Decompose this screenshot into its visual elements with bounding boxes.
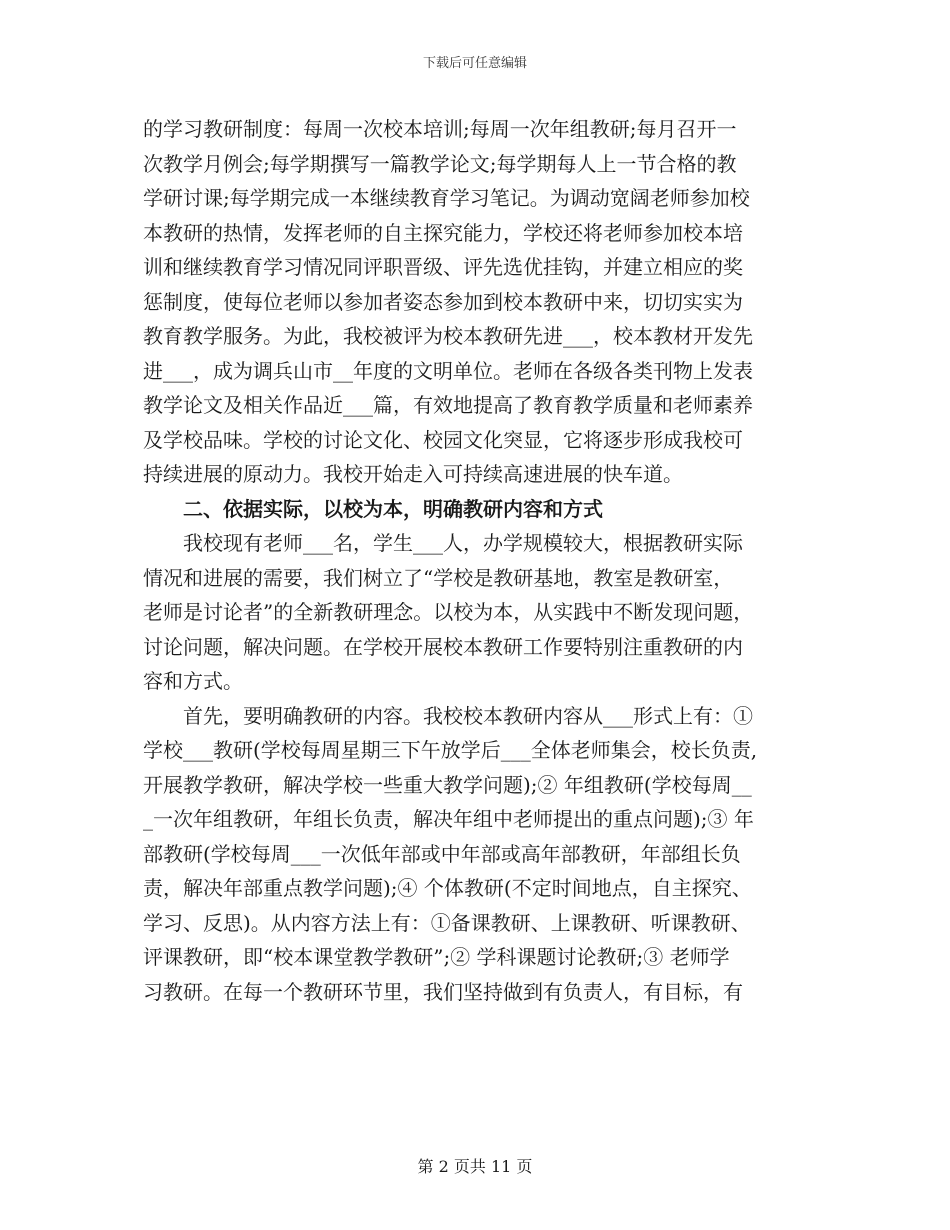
paragraph	[143, 526, 803, 699]
text-line: 评课教研，即“校本课堂教学教研”;② 学科课题讨论教研;③ 老师学	[143, 945, 730, 969]
text-line: 次教学月例会;每学期撰写一篇教学论文;每学期每人上一节合格的教	[143, 151, 737, 176]
text-line: 的学习教研制度：每周一次校本培训;每周一次年组教研;每月召开一	[143, 117, 737, 141]
text-line: 责，解决年部重点教学问题);④ 个体教研(不定时间地点，自主探究、	[143, 876, 752, 900]
text-line: 惩制度，使每位老师以参加者姿态参加到校本教研中来，切切实实为	[143, 289, 743, 314]
text-line: 进___，成为调兵山市__年度的文明单位。老师在各级各类刊物上发表	[143, 358, 753, 383]
text-line: 本教研的热情，发挥老师的自主探究能力，学校还将老师参加校本培	[143, 220, 743, 245]
text-line: 教学论文及相关作品近___篇，有效地提高了教育教学质量和老师素养	[143, 393, 753, 417]
paragraph	[143, 112, 803, 492]
page-number-footer: 第 2 页共 11 页	[417, 1157, 533, 1176]
text-line: 开展教学教研，解决学校一些重大教学问题);② 年组教研(学校每周__	[143, 772, 752, 797]
text-line: 训和继续教育学习情况同评职晋级、评先选优挂钩，并建立相应的奖	[143, 255, 743, 279]
text-line: 学校___教研(学校每周星期三下午放学后___全体老师集会，校长负责,	[143, 738, 758, 762]
section-heading-block	[143, 492, 803, 527]
text-line: 老师是讨论者”的全新教研理念。以校为本，从实践中不断发现问题，	[143, 600, 754, 624]
document-body	[143, 112, 803, 1009]
text-line: 讨论问题，解决问题。在学校开展校本教研工作要特别注重教研的内	[143, 634, 743, 659]
text-line: _一次年组教研，年组长负责，解决年组中老师提出的重点问题);③ 年	[143, 807, 754, 831]
text-line: 教育教学服务。为此，我校被评为校本教研先进___，校本教材开发先	[143, 324, 753, 348]
text-line: 情况和进展的需要，我们树立了“学校是教研基地，教室是教研室，	[143, 565, 734, 590]
text-line: 我校现有老师___名，学生___人，办学规模较大，根据教研实际	[183, 531, 743, 555]
text-line: 首先，要明确教研的内容。我校校本教研内容从___形式上有：①	[183, 703, 753, 728]
text-line: 部教研(学校每周___一次低年部或中年部或高年部教研，年部组长负	[143, 841, 741, 866]
text-line: 习教研。在每一个教研环节里，我们坚持做到有负责人，有目标，有	[143, 979, 743, 1004]
text-line: 持续进展的原动力。我校开始走入可持续高速进展的快车道。	[143, 462, 683, 486]
section-heading: 二、依据实际，以校为本，明确教研内容和方式	[183, 496, 603, 521]
text-line: 学研讨课;每学期完成一本继续教育学习笔记。为调动宽阔老师参加校	[143, 186, 750, 210]
text-line: 及学校品味。学校的讨论文化、校园文化突显，它将逐步形成我校可	[143, 427, 743, 452]
paragraph	[143, 699, 803, 1010]
text-line: 容和方式。	[143, 669, 243, 693]
page-header: 下载后可任意编辑	[422, 56, 527, 71]
text-line: 学习、反思)。从内容方法上有：①备课教研、上课教研、听课教研、	[143, 910, 751, 935]
